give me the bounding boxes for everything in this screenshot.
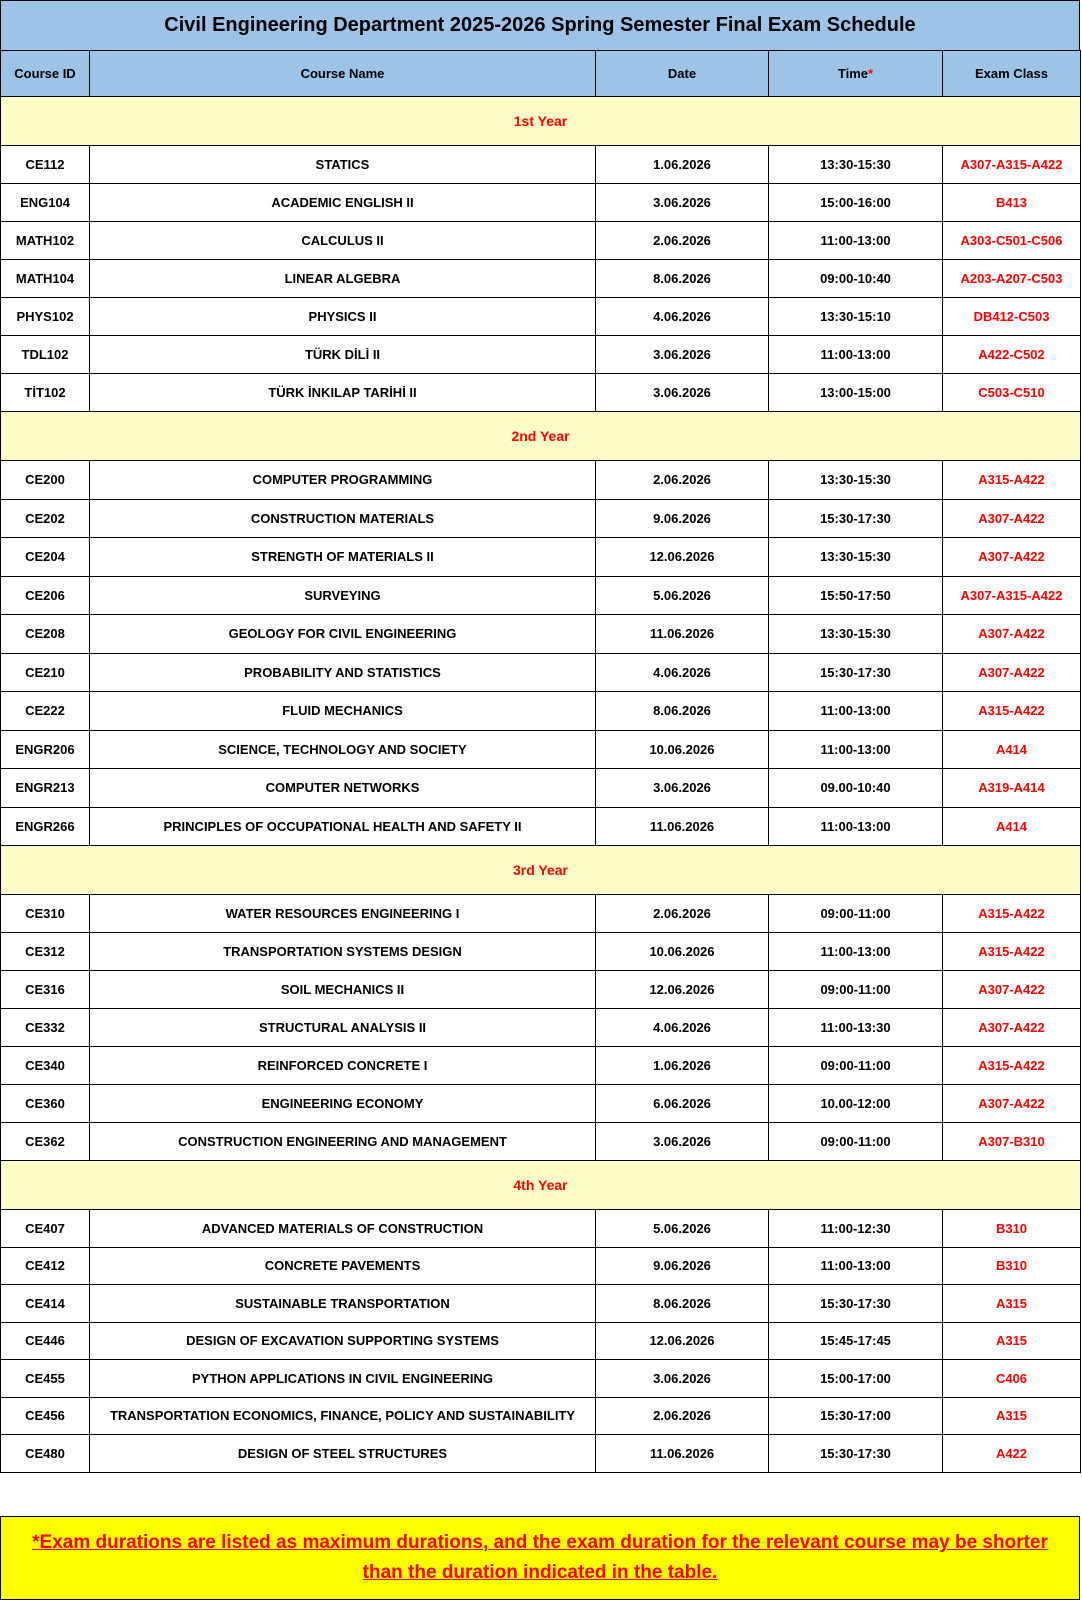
table-row	[1, 653, 1081, 692]
date-cell: 4.06.2026	[596, 1009, 769, 1047]
exam-class-cell: A422	[943, 1435, 1081, 1473]
course-name-cell: GEOLOGY FOR CIVIL ENGINEERING	[90, 615, 596, 654]
exam-class-cell: B310	[943, 1210, 1081, 1248]
header-time	[769, 51, 943, 97]
date-cell: 10.06.2026	[596, 933, 769, 971]
time-cell: 15:45-17:45	[769, 1322, 943, 1360]
date-cell: 11.06.2026	[596, 615, 769, 654]
header-exam-class: Exam Class	[943, 51, 1081, 97]
course-id-cell: CE456	[1, 1397, 90, 1435]
table-row	[1, 374, 1081, 412]
course-name-cell: SURVEYING	[90, 576, 596, 615]
table-row	[1, 730, 1081, 769]
time-cell: 11:00-13:00	[769, 222, 943, 260]
time-cell: 15:30-17:30	[769, 1285, 943, 1323]
table-row	[1, 538, 1081, 577]
duration-footnote: *Exam durations are listed as maximum durations, and the exam duration for the relevant course may be shorter than the duration indicated in the table.	[0, 1516, 1080, 1600]
time-cell: 13:30-15:30	[769, 146, 943, 184]
time-cell: 09.00-10:40	[769, 769, 943, 808]
course-name-cell: ENGINEERING ECONOMY	[90, 1085, 596, 1123]
exam-class-cell: C406	[943, 1360, 1081, 1398]
course-name-cell: PYTHON APPLICATIONS IN CIVIL ENGINEERING	[90, 1360, 596, 1398]
course-name-cell: CALCULUS II	[90, 222, 596, 260]
table-row	[1, 971, 1081, 1009]
date-cell: 12.06.2026	[596, 1322, 769, 1360]
course-name-cell: STATICS	[90, 146, 596, 184]
exam-class-cell: A303-C501-C506	[943, 222, 1081, 260]
table-row	[1, 184, 1081, 222]
course-id-cell: ENGR213	[1, 769, 90, 808]
course-name-cell: PRINCIPLES OF OCCUPATIONAL HEALTH AND SAFETY II	[90, 807, 596, 846]
table-row	[1, 895, 1081, 933]
header-course-id: Course ID	[1, 51, 90, 97]
header-date: Date	[596, 51, 769, 97]
exam-class-cell: A315	[943, 1285, 1081, 1323]
schedule-body	[1, 97, 1081, 1473]
page-title: Civil Engineering Department 2025-2026 Spring Semester Final Exam Schedule	[0, 0, 1080, 50]
course-id-cell: CE204	[1, 538, 90, 577]
date-cell: 1.06.2026	[596, 146, 769, 184]
date-cell: 9.06.2026	[596, 1247, 769, 1285]
exam-class-cell: A203-A207-C503	[943, 260, 1081, 298]
time-cell: 15:50-17:50	[769, 576, 943, 615]
table-row	[1, 146, 1081, 184]
date-cell: 3.06.2026	[596, 374, 769, 412]
date-cell: 5.06.2026	[596, 576, 769, 615]
course-name-cell: CONSTRUCTION ENGINEERING AND MANAGEMENT	[90, 1123, 596, 1161]
time-cell: 13:30-15:30	[769, 538, 943, 577]
time-cell: 11:00-12:30	[769, 1210, 943, 1248]
table-row	[1, 1047, 1081, 1085]
time-cell: 15:00-16:00	[769, 184, 943, 222]
course-id-cell: CE316	[1, 971, 90, 1009]
course-id-cell: MATH102	[1, 222, 90, 260]
course-id-cell: CE112	[1, 146, 90, 184]
date-cell: 4.06.2026	[596, 653, 769, 692]
table-row	[1, 692, 1081, 731]
table-row	[1, 1085, 1081, 1123]
table-row	[1, 298, 1081, 336]
time-cell: 09:00-11:00	[769, 895, 943, 933]
date-cell: 2.06.2026	[596, 895, 769, 933]
course-id-cell: ENG104	[1, 184, 90, 222]
course-name-cell: TRANSPORTATION SYSTEMS DESIGN	[90, 933, 596, 971]
course-name-cell: REINFORCED CONCRETE I	[90, 1047, 596, 1085]
date-cell: 2.06.2026	[596, 222, 769, 260]
table-row	[1, 1247, 1081, 1285]
table-row	[1, 1322, 1081, 1360]
time-cell: 15:30-17:00	[769, 1397, 943, 1435]
time-cell: 10.00-12:00	[769, 1085, 943, 1123]
date-cell: 8.06.2026	[596, 1285, 769, 1323]
course-id-cell: ENGR206	[1, 730, 90, 769]
table-row	[1, 1397, 1081, 1435]
date-cell: 1.06.2026	[596, 1047, 769, 1085]
exam-class-cell: A315-A422	[943, 933, 1081, 971]
year-section-row	[1, 846, 1081, 895]
exam-class-cell: A414	[943, 807, 1081, 846]
exam-class-cell: A315	[943, 1322, 1081, 1360]
table-row	[1, 260, 1081, 298]
course-name-cell: WATER RESOURCES ENGINEERING I	[90, 895, 596, 933]
exam-class-cell: B310	[943, 1247, 1081, 1285]
time-cell: 13:30-15:30	[769, 615, 943, 654]
exam-class-cell: A307-A422	[943, 653, 1081, 692]
course-id-cell: CE340	[1, 1047, 90, 1085]
exam-class-cell: DB412-C503	[943, 298, 1081, 336]
course-id-cell: CE222	[1, 692, 90, 731]
exam-class-cell: A307-A422	[943, 1009, 1081, 1047]
table-row	[1, 807, 1081, 846]
table-row	[1, 461, 1081, 500]
course-id-cell: CE208	[1, 615, 90, 654]
course-id-cell: CE414	[1, 1285, 90, 1323]
exam-class-cell: A307-A315-A422	[943, 576, 1081, 615]
date-cell: 12.06.2026	[596, 971, 769, 1009]
exam-class-cell: A307-A422	[943, 499, 1081, 538]
date-cell: 10.06.2026	[596, 730, 769, 769]
course-name-cell: TÜRK DİLİ II	[90, 336, 596, 374]
course-id-cell: CE446	[1, 1322, 90, 1360]
course-id-cell: CE412	[1, 1247, 90, 1285]
time-cell: 15:30-17:30	[769, 1435, 943, 1473]
exam-class-cell: A307-A422	[943, 1085, 1081, 1123]
course-id-cell: CE210	[1, 653, 90, 692]
course-name-cell: TRANSPORTATION ECONOMICS, FINANCE, POLICY AND SUSTAINABILITY	[90, 1397, 596, 1435]
date-cell: 3.06.2026	[596, 769, 769, 808]
exam-class-cell: A315-A422	[943, 692, 1081, 731]
course-id-cell: TİT102	[1, 374, 90, 412]
table-row	[1, 1360, 1081, 1398]
header-time-label: Time	[837, 66, 869, 81]
course-id-cell: CE310	[1, 895, 90, 933]
table-row	[1, 1123, 1081, 1161]
exam-class-cell: A315-A422	[943, 895, 1081, 933]
year-section-row	[1, 97, 1081, 146]
course-name-cell: STRENGTH OF MATERIALS II	[90, 538, 596, 577]
course-name-cell: DESIGN OF STEEL STRUCTURES	[90, 1435, 596, 1473]
course-name-cell: SUSTAINABLE TRANSPORTATION	[90, 1285, 596, 1323]
table-row	[1, 1009, 1081, 1047]
course-id-cell: CE362	[1, 1123, 90, 1161]
course-name-cell: PHYSICS II	[90, 298, 596, 336]
date-cell: 9.06.2026	[596, 499, 769, 538]
year-section-row	[1, 412, 1081, 461]
date-cell: 3.06.2026	[596, 1123, 769, 1161]
course-name-cell: SCIENCE, TECHNOLOGY AND SOCIETY	[90, 730, 596, 769]
date-cell: 11.06.2026	[596, 1435, 769, 1473]
table-row	[1, 1435, 1081, 1473]
header-row	[1, 51, 1081, 97]
table-row	[1, 336, 1081, 374]
schedule-table	[0, 50, 1081, 1473]
time-cell: 09:00-10:40	[769, 260, 943, 298]
time-cell: 09:00-11:00	[769, 971, 943, 1009]
course-id-cell: CE332	[1, 1009, 90, 1047]
year-section-label: 3rd Year	[1, 846, 1081, 895]
exam-class-cell: A315-A422	[943, 461, 1081, 500]
exam-class-cell: A315-A422	[943, 1047, 1081, 1085]
course-name-cell: CONCRETE PAVEMENTS	[90, 1247, 596, 1285]
exam-class-cell: A422-C502	[943, 336, 1081, 374]
time-cell: 11:00-13:00	[769, 933, 943, 971]
course-name-cell: ADVANCED MATERIALS OF CONSTRUCTION	[90, 1210, 596, 1248]
course-name-cell: COMPUTER NETWORKS	[90, 769, 596, 808]
exam-class-cell: A307-A422	[943, 615, 1081, 654]
course-name-cell: SOIL MECHANICS II	[90, 971, 596, 1009]
time-cell: 13:30-15:10	[769, 298, 943, 336]
course-name-cell: DESIGN OF EXCAVATION SUPPORTING SYSTEMS	[90, 1322, 596, 1360]
date-cell: 5.06.2026	[596, 1210, 769, 1248]
course-id-cell: CE202	[1, 499, 90, 538]
time-cell: 15:30-17:30	[769, 499, 943, 538]
course-id-cell: PHYS102	[1, 298, 90, 336]
exam-class-cell: A307-A422	[943, 538, 1081, 577]
date-cell: 11.06.2026	[596, 807, 769, 846]
course-name-cell: CONSTRUCTION MATERIALS	[90, 499, 596, 538]
time-cell: 09:00-11:00	[769, 1047, 943, 1085]
course-id-cell: CE480	[1, 1435, 90, 1473]
table-row	[1, 933, 1081, 971]
course-name-cell: FLUID MECHANICS	[90, 692, 596, 731]
exam-class-cell: C503-C510	[943, 374, 1081, 412]
course-name-cell: ACADEMIC ENGLISH II	[90, 184, 596, 222]
year-section-row	[1, 1161, 1081, 1210]
date-cell: 3.06.2026	[596, 1360, 769, 1398]
time-cell: 15:00-17:00	[769, 1360, 943, 1398]
course-id-cell: CE200	[1, 461, 90, 500]
year-section-label: 1st Year	[1, 97, 1081, 146]
course-name-cell: STRUCTURAL ANALYSIS II	[90, 1009, 596, 1047]
exam-class-cell: A315	[943, 1397, 1081, 1435]
time-cell: 15:30-17:30	[769, 653, 943, 692]
table-row	[1, 1285, 1081, 1323]
date-cell: 2.06.2026	[596, 461, 769, 500]
exam-class-cell: A307-A315-A422	[943, 146, 1081, 184]
date-cell: 4.06.2026	[596, 298, 769, 336]
header-time-marker: *	[868, 66, 874, 81]
table-row	[1, 222, 1081, 260]
time-cell: 11:00-13:00	[769, 1247, 943, 1285]
course-name-cell: LINEAR ALGEBRA	[90, 260, 596, 298]
header-course-name: Course Name	[90, 51, 596, 97]
time-cell: 11:00-13:00	[769, 807, 943, 846]
time-cell: 13:30-15:30	[769, 461, 943, 500]
time-cell: 11:00-13:00	[769, 692, 943, 731]
date-cell: 6.06.2026	[596, 1085, 769, 1123]
course-id-cell: MATH104	[1, 260, 90, 298]
date-cell: 3.06.2026	[596, 336, 769, 374]
table-row	[1, 1210, 1081, 1248]
course-id-cell: CE407	[1, 1210, 90, 1248]
date-cell: 2.06.2026	[596, 1397, 769, 1435]
time-cell: 11:00-13:00	[769, 336, 943, 374]
course-id-cell: CE206	[1, 576, 90, 615]
time-cell: 11:00-13:00	[769, 730, 943, 769]
time-cell: 13:00-15:00	[769, 374, 943, 412]
time-cell: 09:00-11:00	[769, 1123, 943, 1161]
course-name-cell: PROBABILITY AND STATISTICS	[90, 653, 596, 692]
year-section-label: 2nd Year	[1, 412, 1081, 461]
date-cell: 12.06.2026	[596, 538, 769, 577]
course-id-cell: ENGR266	[1, 807, 90, 846]
exam-class-cell: A414	[943, 730, 1081, 769]
exam-class-cell: A319-A414	[943, 769, 1081, 808]
table-row	[1, 499, 1081, 538]
date-cell: 8.06.2026	[596, 260, 769, 298]
exam-class-cell: B413	[943, 184, 1081, 222]
exam-class-cell: A307-B310	[943, 1123, 1081, 1161]
table-row	[1, 576, 1081, 615]
time-cell: 11:00-13:30	[769, 1009, 943, 1047]
table-row	[1, 615, 1081, 654]
course-name-cell: TÜRK İNKILAP TARİHİ II	[90, 374, 596, 412]
course-id-cell: TDL102	[1, 336, 90, 374]
date-cell: 3.06.2026	[596, 184, 769, 222]
exam-class-cell: A307-A422	[943, 971, 1081, 1009]
course-id-cell: CE455	[1, 1360, 90, 1398]
date-cell: 8.06.2026	[596, 692, 769, 731]
course-id-cell: CE360	[1, 1085, 90, 1123]
course-name-cell: COMPUTER PROGRAMMING	[90, 461, 596, 500]
table-row	[1, 769, 1081, 808]
course-id-cell: CE312	[1, 933, 90, 971]
year-section-label: 4th Year	[1, 1161, 1081, 1210]
